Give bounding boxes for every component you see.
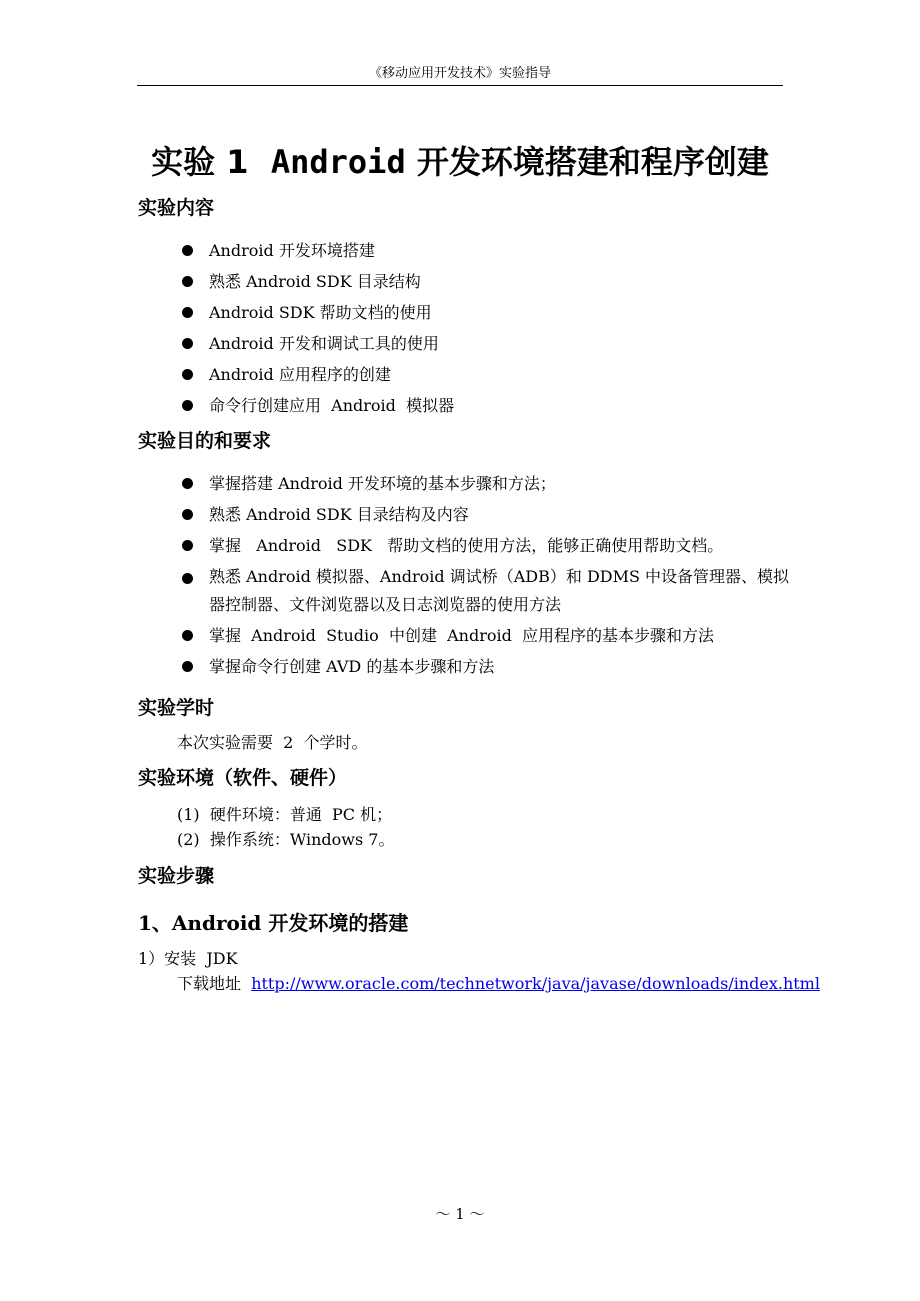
title-suffix: 开发环境搭建和程序创建 bbox=[416, 143, 769, 181]
heading-goals: 实验目的和要求 bbox=[138, 430, 272, 452]
bullet-icon bbox=[182, 630, 193, 641]
list-item: Android 开发和调试工具的使用 bbox=[180, 328, 790, 359]
heading-hours: 实验学时 bbox=[138, 697, 215, 719]
bullet-icon bbox=[182, 540, 193, 551]
subsection-heading: 1、Android 开发环境的搭建 bbox=[138, 911, 409, 935]
page-header: 《移动应用开发技术》实验指导 bbox=[368, 66, 551, 81]
bullet-icon bbox=[182, 307, 193, 318]
hours-text: 本次实验需要 2 个学时。 bbox=[177, 733, 368, 752]
list-item: Android 开发环境搭建 bbox=[180, 235, 790, 266]
step-label: 1）安装 JDK bbox=[138, 949, 238, 968]
bullet-icon bbox=[182, 276, 193, 287]
bullet-icon bbox=[182, 369, 193, 380]
title-word: Android bbox=[270, 143, 406, 181]
bullet-icon bbox=[182, 245, 193, 256]
env-item-hardware: (1) 硬件环境：普通 PC 机； bbox=[177, 805, 393, 824]
content-list bbox=[180, 235, 790, 421]
list-item: 熟悉 Android 模拟器、Android 调试桥（ADB）和 DDMS 中设备管理器、模拟器控制器、文件浏览器以及日志浏览器的使用方法 bbox=[180, 561, 790, 620]
goals-list bbox=[180, 468, 790, 682]
bullet-icon bbox=[182, 478, 193, 489]
list-item: 熟悉 Android SDK 目录结构 bbox=[180, 266, 790, 297]
list-item: 熟悉 Android SDK 目录结构及内容 bbox=[180, 499, 790, 530]
list-item: Android SDK 帮助文档的使用 bbox=[180, 297, 790, 328]
heading-env: 实验环境（软件、硬件） bbox=[138, 767, 348, 789]
list-item: 掌握搭建 Android 开发环境的基本步骤和方法； bbox=[180, 468, 790, 499]
bullet-icon bbox=[182, 338, 193, 349]
page-title bbox=[137, 142, 783, 182]
list-item: Android 应用程序的创建 bbox=[180, 359, 790, 390]
bullet-icon bbox=[182, 400, 193, 411]
bullet-icon bbox=[182, 661, 193, 672]
download-link[interactable]: http://www.oracle.com/technetwork/java/javase/downloads/index.html bbox=[251, 974, 820, 993]
list-item: 命令行创建应用 Android 模拟器 bbox=[180, 390, 790, 421]
header-rule bbox=[137, 85, 783, 86]
list-item: 掌握 Android SDK 帮助文档的使用方法，能够正确使用帮助文档。 bbox=[180, 530, 790, 561]
bullet-icon bbox=[182, 509, 193, 520]
title-prefix: 实验 1 bbox=[151, 143, 249, 181]
download-line bbox=[177, 972, 820, 996]
heading-steps: 实验步骤 bbox=[138, 865, 215, 887]
bullet-icon bbox=[182, 573, 193, 584]
page-number: ～ 1 ～ bbox=[435, 1205, 485, 1223]
list-item: 掌握 Android Studio 中创建 Android 应用程序的基本步骤和方法 bbox=[180, 620, 790, 651]
list-item: 掌握命令行创建 AVD 的基本步骤和方法 bbox=[180, 651, 790, 682]
heading-content: 实验内容 bbox=[138, 197, 215, 219]
download-label: 下载地址 bbox=[177, 974, 242, 993]
env-item-os: (2) 操作系统：Windows 7。 bbox=[177, 830, 395, 849]
